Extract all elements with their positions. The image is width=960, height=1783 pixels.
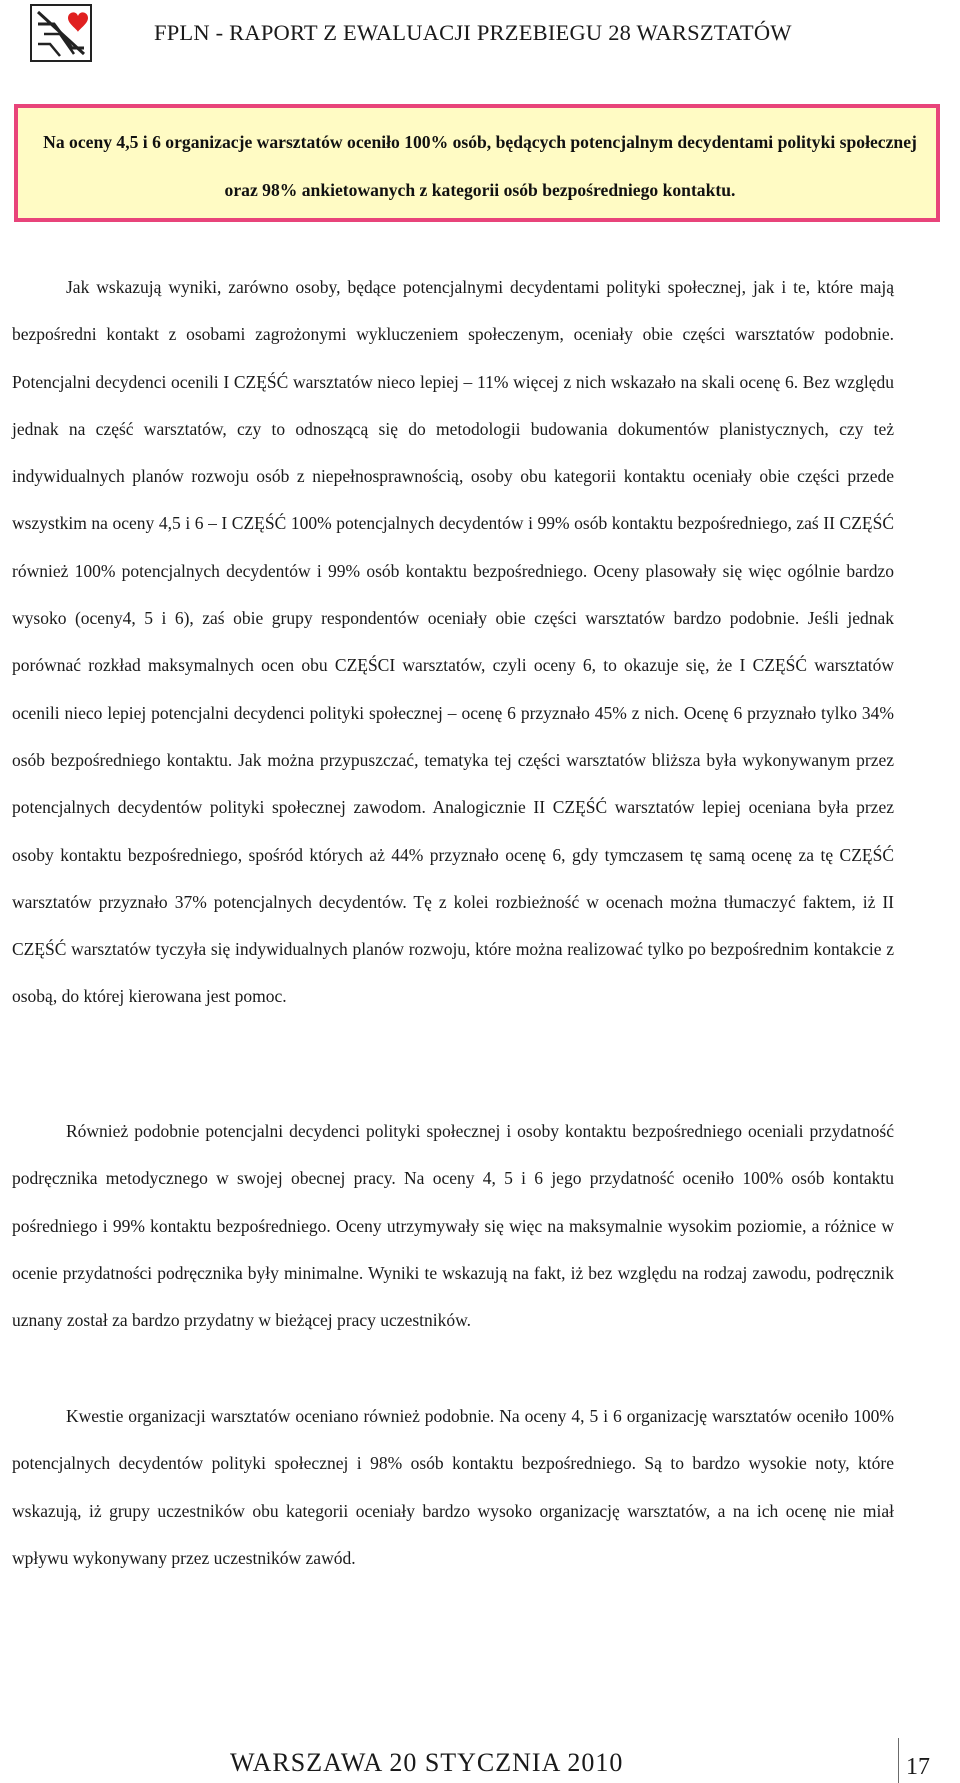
page-number-divider xyxy=(898,1738,899,1783)
page-number: 17 xyxy=(906,1754,930,1780)
paragraph-ratings-comparison: Jak wskazują wyniki, zarówno osoby, będące potencjalnymi decydentami polityki społecznej, jak i te, które mają bezpośredni kontakt z osobami zagrożonymi wykluczeniem społeczenym, oceniały obie części warsztatów podobnie. Potencjalni decydenci ocenili I CZĘŚĆ warsztatów nieco lepiej – 11% więcej z nich wskazało na skali ocenę 6. Bez względu jednak na część warsztatów, czy to odnoszącą się do metodologii budowania dokumentów planistycznych, czy też indywidualnych planów rozwoju osób z niepełnosprawnością, osoby obu kategorii kontaktu oceniały obie części przede wszystkim na oceny 4,5 i 6 – I CZĘŚĆ 100% potencjalnych decydentów i 99% osób kontaktu bezpośredniego, zaś II CZĘŚĆ również 100% potencjalnych decydentów i 99% osób kontaktu bezpośredniego. Oceny plasowały się więc ogólnie bardzo wysoko (oceny4, 5 i 6), zaś obie grupy respondentów oceniały obie części warsztatów bardzo podobnie. Jeśli jednak porównać rozkład maksymalnych ocen obu CZĘŚCI warsztatów, czyli oceny 6, to okazuje się, że I CZĘŚĆ warsztatów ocenili nieco lepiej potencjalni decydenci polityki społecznej – ocenę 6 przyznało 45% z nich. Ocenę 6 przyznało tylko 34% osób bezpośredniego kontaktu. Jak można przypuszczać, tematyka tej części warsztatów bliższa była wykonywanym przez potencjalnych decydentów polityki społecznej zawodom. Analogicznie II CZĘŚĆ warsztatów lepiej oceniana była przez osoby kontaktu bezpośredniego, spośród których aż 44% przyznało ocenę 6, gdy tymczasem tę samą ocenę za tę CZĘŚĆ warsztatów przyznało 37% potencjalnych decydentów. Tę z kolei rozbieżność w ocenach można tłumaczyć faktem, iż II CZĘŚĆ warsztatów tyczyła się indywidualnych planów rozwoju, które można realizować tylko po bezpośrednim kontakcie z osobą, do której kierowana jest pomoc. xyxy=(12,277,894,1007)
heart-wheelchair-logo-icon xyxy=(30,4,92,62)
footer-date: WARSZAWA 20 STYCZNIA 2010 xyxy=(230,1748,624,1777)
paragraph-handbook-usefulness: Również podobnie potencjalni decydenci polityki społecznej i osoby kontaktu bezpośredniego oceniali przydatność podręcznika metodycznego w swojej obecnej pracy. Na oceny 4, 5 i 6 jego przydatność oceniło 100% osób kontaktu pośredniego i 99% kontaktu bezpośredniego. Oceny utrzymywały się więc na maksymalnie wysokim poziomie, a różnice w ocenie przydatności podręcznika były minimalne. Wyniki te wskazują na fakt, iż bez względu na rodzaj zawodu, podręcznik uznany został za bardzo przydatny w bieżącej pracy uczestników. xyxy=(12,1121,894,1331)
callout-text: Na oceny 4,5 i 6 organizacje warsztatów oceniło 100% osób, będących potencjalnym decydentami polityki społecznej oraz 98% ankietowanych z kategorii osób bezpośredniego kontaktu. xyxy=(43,132,917,200)
highlight-callout xyxy=(14,104,940,222)
page-header xyxy=(28,0,928,66)
paragraph-organization-ratings: Kwestie organizacji warsztatów oceniano również podobnie. Na oceny 4, 5 i 6 organizację warsztatów oceniło 100% potencjalnych decydentów polityki społecznej i 98% osób kontaktu bezpośredniego. Są to bardzo wysokie noty, które wskazują, iż grupy uczestników obu kategorii oceniały bardzo wysoko organizację warsztatów, a na ich ocenę nie miał wpływu wykonywany przez uczestników zawód. xyxy=(12,1406,894,1568)
document-title: FPLN - RAPORT Z EWALUACJI PRZEBIEGU 28 WARSZTATÓW xyxy=(154,20,792,45)
